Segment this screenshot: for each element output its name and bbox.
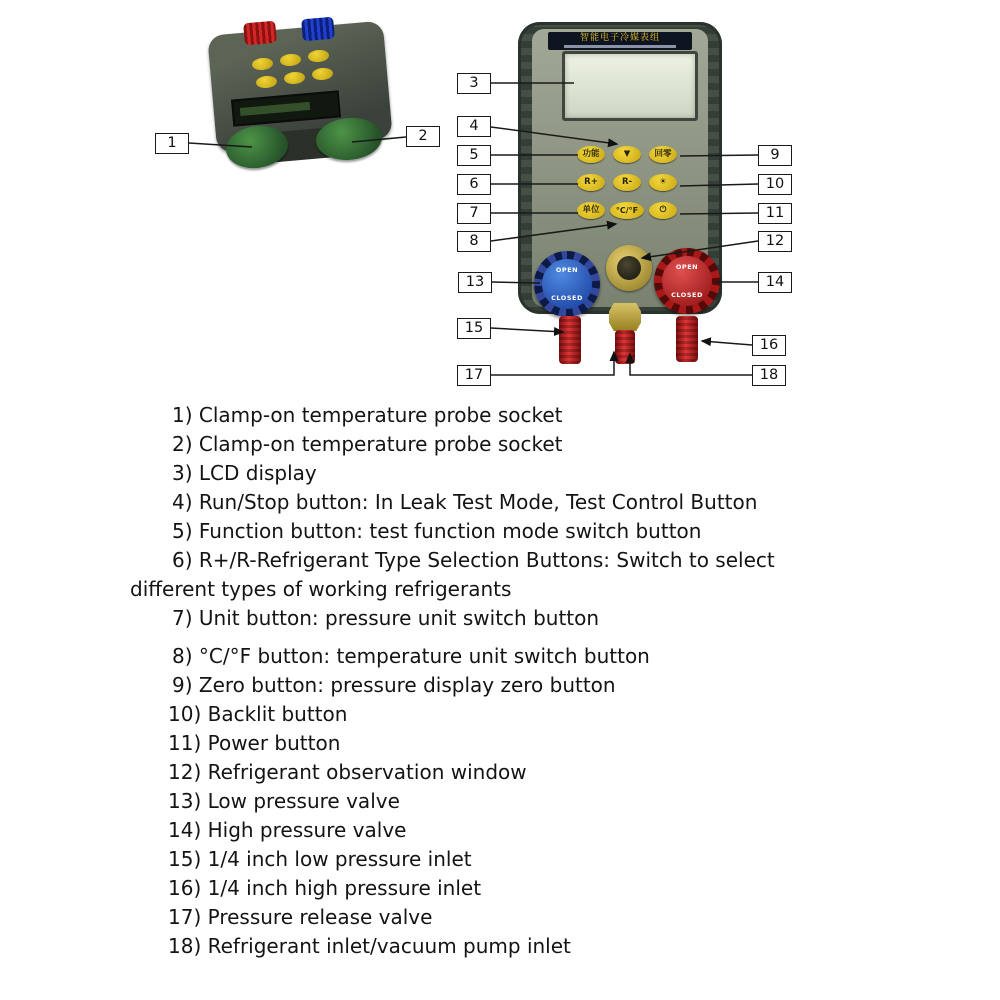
valve-open-label: OPEN — [555, 266, 579, 274]
callout-3: 3 — [457, 73, 491, 94]
legend-item: 5) Function button: test function mode switch button — [172, 519, 702, 543]
callout-16: 16 — [752, 335, 786, 356]
legend-item: 12) Refrigerant observation window — [168, 760, 527, 784]
r-minus-button: R- — [613, 174, 641, 191]
legend-item: 10) Backlit button — [168, 702, 348, 726]
callout-14: 14 — [758, 272, 792, 293]
callout-6: 6 — [457, 174, 491, 195]
valve-open-label: OPEN — [675, 263, 699, 271]
callout-10: 10 — [758, 174, 792, 195]
r-plus-button: R+ — [577, 174, 605, 191]
callout-18: 18 — [752, 365, 786, 386]
run-stop-button: ▼ — [613, 146, 641, 163]
valve-closed-label: CLOSED — [551, 294, 583, 302]
valve-closed-label: CLOSED — [671, 291, 703, 299]
zero-button: 回零 — [649, 146, 677, 163]
legend-item: 15) 1/4 inch low pressure inlet — [168, 847, 472, 871]
legend-item: 6) R+/R-Refrigerant Type Selection Buttons: Switch to select different types of working refrigerants — [130, 548, 775, 601]
legend-item: 2) Clamp-on temperature probe socket — [172, 432, 563, 456]
callout-2: 2 — [406, 126, 440, 147]
legend-item: 8) °C/°F button: temperature unit switch button — [172, 644, 650, 668]
callout-8: 8 — [457, 231, 491, 252]
backlight-button: ☀ — [649, 174, 677, 191]
legend-item: 18) Refrigerant inlet/vacuum pump inlet — [168, 934, 571, 958]
brand-label: 智能电子冷媒表组 — [548, 32, 692, 50]
callout-5: 5 — [457, 145, 491, 166]
power-button: ⏻ — [649, 202, 677, 219]
legend-item: 1) Clamp-on temperature probe socket — [172, 403, 563, 427]
unit-button: 单位 — [577, 202, 605, 219]
callout-4: 4 — [457, 116, 491, 137]
legend-item: 16) 1/4 inch high pressure inlet — [168, 876, 482, 900]
callout-7: 7 — [457, 203, 491, 224]
callout-17: 17 — [457, 365, 491, 386]
legend-item: 4) Run/Stop button: In Leak Test Mode, Test Control Button — [172, 490, 758, 514]
callout-12: 12 — [758, 231, 792, 252]
callout-15: 15 — [457, 318, 491, 339]
callout-13: 13 — [458, 272, 492, 293]
callout-9: 9 — [758, 145, 792, 166]
legend-item: 7) Unit button: pressure unit switch button — [172, 606, 600, 630]
function-button: 功能 — [577, 146, 605, 163]
callout-1: 1 — [155, 133, 189, 154]
legend-item: 9) Zero button: pressure display zero button — [172, 673, 616, 697]
legend-item: 17) Pressure release valve — [168, 905, 433, 929]
legend-item: 13) Low pressure valve — [168, 789, 400, 813]
legend-item: 14) High pressure valve — [168, 818, 407, 842]
legend-item: 11) Power button — [168, 731, 341, 755]
legend-item: 3) LCD display — [172, 461, 317, 485]
callout-11: 11 — [758, 203, 792, 224]
temp-unit-button: °C/°F — [610, 202, 644, 219]
